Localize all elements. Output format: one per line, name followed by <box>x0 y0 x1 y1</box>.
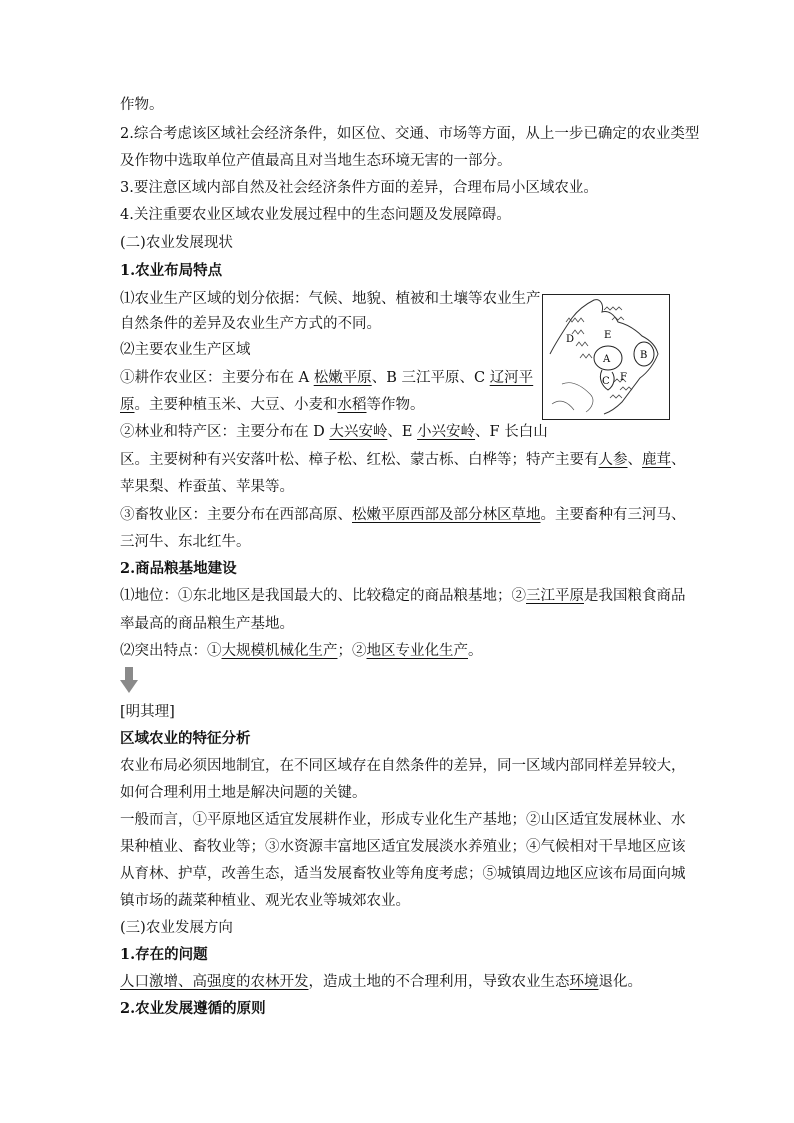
subsection-heading: 区域农业的特征分析 <box>120 730 251 747</box>
text-span: 大豆 <box>250 397 280 413</box>
text-line: 从育林、护草，改善生态，适当发展畜牧业等角度考虑；⑤城镇周边地区应该布局面向城 <box>120 866 686 882</box>
section-heading: (三)农业发展方向 <box>120 920 233 936</box>
answer-blank: 人参 <box>598 452 628 468</box>
answer-blank: 松嫩平原 <box>313 370 372 386</box>
northeast-china-map <box>542 294 670 420</box>
text-line <box>120 972 642 992</box>
text-span: ，造成土地的不合理利用，导致农业生态 <box>308 974 570 990</box>
text-span: 。主要种植 <box>134 397 207 413</box>
text-line <box>120 395 425 415</box>
text-line: 3.要注意区域内部自然及社会经济条件方面的差异，合理布局小区域农业。 <box>120 180 598 196</box>
text-line <box>120 586 686 606</box>
text-line <box>120 422 548 442</box>
text-line <box>120 641 483 661</box>
text-line: 农业布局必须因地制宜，在不同区域存在自然条件的差异，同一区域内部同样差异较大， <box>120 758 686 774</box>
subsection-heading: 2.商品粮基地建设 <box>120 560 237 577</box>
text-line: 自然条件的差异及农业生产方式的不同。 <box>120 316 381 332</box>
answer-blank: 原 <box>120 397 135 413</box>
text-span: 三江平原 <box>401 370 460 386</box>
answer-blank: 人口激增、高强度的农林开发 <box>120 974 309 990</box>
answer-blank: 松嫩平原西部及部分林区草地 <box>352 507 541 523</box>
text-line: 果种植业、畜牧业等；③水资源丰富地区适宜发展淡水养殖业；④气候相对干旱地区应该 <box>120 839 686 855</box>
answer-blank: 水稻 <box>337 397 367 413</box>
answer-blank: 大兴安岭 <box>329 424 388 440</box>
text-line: 三河牛、东北红牛。 <box>120 534 251 550</box>
text-span: ②林业和特产区：主要分布在 D <box>120 424 330 440</box>
answer-blank: 小兴安岭 <box>417 424 476 440</box>
subsection-heading: 1.存在的问题 <box>120 946 208 963</box>
text-span: 、F 长白山 <box>475 424 548 440</box>
text-span: 。 <box>468 643 483 659</box>
text-line: ⑵主要农业生产区域 <box>120 342 251 358</box>
text-line: 2.综合考虑该区域社会经济条件，如区位、交通、市场等方面，从上一步已确定的农业类型 <box>120 126 700 142</box>
answer-blank: 环境 <box>569 974 599 990</box>
answer-blank: 三江平原 <box>526 588 584 604</box>
answer-blank: 鹿茸 <box>642 452 671 468</box>
text-line: 如何合理利用土地是解决问题的关键。 <box>120 785 367 801</box>
text-line: 及作物中选取单位产值最高且对当地生态环境无害的一部分。 <box>120 153 512 169</box>
text-span: 、E <box>387 424 418 440</box>
text-span: 、B <box>371 370 402 386</box>
text-line: 4.关注重要农业区域农业发展过程中的生态问题及发展障碍。 <box>120 207 511 223</box>
text-span: 等作物。 <box>366 397 425 413</box>
text-span: ①耕作农业区：主要分布在 A <box>120 370 314 386</box>
text-span: 退化。 <box>598 974 642 990</box>
map-label-e: E <box>604 330 612 341</box>
text-span: ；② <box>337 643 367 659</box>
answer-blank: 辽河平 <box>489 370 534 386</box>
text-span: 区。主要树种有兴安落叶松、樟子松、红松、蒙古栎、白桦等；特产主要有 <box>120 452 599 468</box>
text-line: 苹果梨、柞蚕茧、苹果等。 <box>120 479 294 495</box>
section-heading: (二)农业发展现状 <box>120 235 233 251</box>
text-span: 、 <box>671 452 686 468</box>
text-span: ⑵突出特点：① <box>120 643 222 659</box>
text-line: 率最高的商品粮生产基地。 <box>120 616 294 632</box>
map-label-c: C <box>602 376 610 387</box>
subsection-heading: 1.农业布局特点 <box>120 262 223 279</box>
down-arrow-icon <box>120 667 138 693</box>
text-line <box>120 505 686 525</box>
map-label-b: B <box>640 350 648 361</box>
bracket-heading: [明其理] <box>120 704 175 720</box>
text-line <box>120 368 533 388</box>
map-label-a: A <box>603 354 611 365</box>
answer-blank: 大规模机械化生产 <box>221 643 338 659</box>
text-line: 作物。 <box>120 97 164 113</box>
text-span: ③畜牧业区：主要分布在西部高原、 <box>120 507 352 523</box>
text-line: 一般而言，①平原地区适宜发展耕作业，形成专业化生产基地；②山区适宜发展林业、水 <box>120 812 686 828</box>
map-label-d: D <box>566 334 575 345</box>
text-span: 、C <box>459 370 490 386</box>
text-line <box>120 450 686 470</box>
text-line: ⑴农业生产区域的划分依据：气候、地貌、植被和土壤等农业生产 <box>120 291 541 307</box>
text-span: 、小麦和 <box>279 397 338 413</box>
answer-blank: 地区专业化生产 <box>366 643 468 659</box>
map-label-f: F <box>620 372 627 383</box>
text-span: 、 <box>627 452 642 468</box>
text-span: 玉米 <box>207 397 236 413</box>
text-span: 。主要畜种有三河马、 <box>540 507 686 523</box>
subsection-heading: 2.农业发展遵循的原则 <box>120 1000 266 1017</box>
text-span: ⑴地位：①东北地区是我国最大的、比较稳定的商品粮基地；② <box>120 588 526 604</box>
text-span: 、 <box>236 397 251 413</box>
text-line: 镇市场的蔬菜种植业、观光农业等城郊农业。 <box>120 893 410 909</box>
text-span: 是我国粮食商品 <box>584 588 686 604</box>
